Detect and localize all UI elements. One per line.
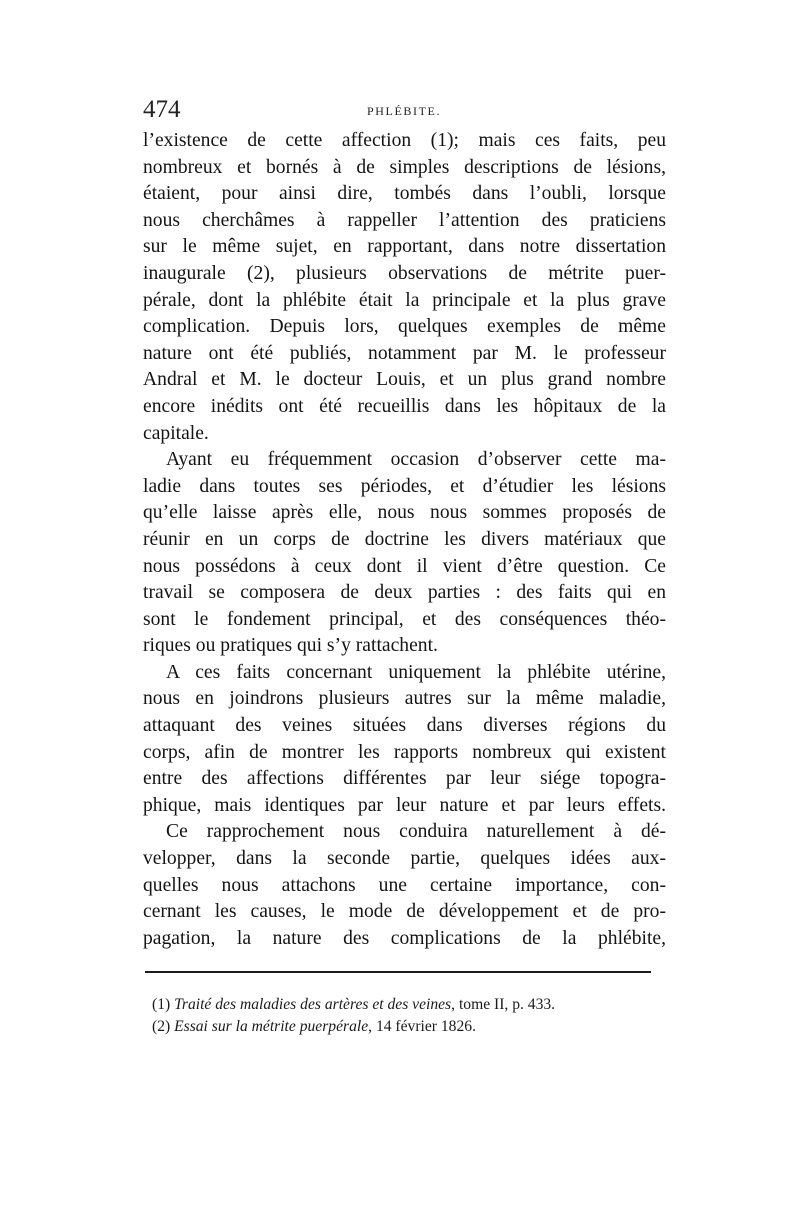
text-line: nous possédons à ceux dont il vient d’être question. Ce [143,555,666,577]
text-line: Andral et M. le docteur Louis, et un plus grand nombre [143,369,666,391]
running-head: PHLÉBITE. [367,104,442,118]
footnote-marker: (2) [152,1018,171,1035]
text-line: velopper, dans la seconde partie, quelques idées aux- [143,848,666,870]
footnote-reference: , 14 février 1826. [368,1018,476,1035]
text-line: corps, afin de montrer les rapports nombreux qui existent [143,741,666,763]
text-line: sur le même sujet, en rapportant, dans notre dissertation [143,236,666,258]
text-line: nature ont été publiés, notamment par M. le professeur [143,342,666,364]
footnote-title: Essai sur la métrite puerpérale [174,1018,369,1035]
text-line: nous en joindrons plusieurs autres sur la même maladie, [143,688,666,710]
text-line: A ces faits concernant uniquement la phlébite utérine, [166,661,666,683]
text-line: nombreux et bornés à de simples descriptions de lésions, [143,156,666,178]
footnote [152,994,657,1016]
text-line: sont le fondement principal, et des conséquences théo- [143,608,666,630]
footnote-title: Traité des maladies des artères et des veines [174,996,452,1013]
main-text [143,128,666,952]
text-line: réunir en un corps de doctrine les divers matériaux que [143,528,666,550]
text-line: complication. Depuis lors, quelques exemples de même [143,316,666,338]
text-line: quelles nous attachons une certaine importance, con- [143,874,666,896]
text-line: nous cherchâmes à rappeller l’attention des praticiens [143,209,666,231]
text-line: travail se composera de deux parties : des faits qui en [143,582,666,604]
text-line: Ce rapprochement nous conduira naturellement à dé- [166,821,666,843]
text-line: pérale, dont la phlébite était la principale et la plus grave [143,289,666,311]
text-line: entre des affections différentes par leur siége topogra- [143,768,666,790]
text-line: pagation, la nature des complications de la phlébite, [143,927,666,949]
text-line: encore inédits ont été recueillis dans les hôpitaux de la [143,395,666,417]
text-line: l’existence de cette affection (1); mais ces faits, peu [143,130,666,151]
text-line: phique, mais identiques par leur nature et par leurs effets. [143,794,666,816]
page-header [143,95,663,129]
footnote-reference: , tome II, p. 433. [451,996,556,1013]
footnote-divider [145,971,651,973]
text-line: cernant les causes, le mode de développement et de pro- [143,901,666,923]
text-line: riques ou pratiques qui s’y rattachent. [143,635,438,657]
text-line: étaient, pour ainsi dire, tombés dans l’oubli, lorsque [143,183,666,205]
page-number: 474 [143,96,181,123]
footnote-marker: (1) [152,996,171,1013]
text-line: attaquant des veines situées dans diverses régions du [143,715,666,737]
footnote [152,1016,657,1038]
text-line: qu’elle laisse après elle, nous nous sommes proposés de [143,502,666,524]
footnotes [152,994,657,1038]
text-line: capitale. [143,422,209,444]
text-line: Ayant eu fréquemment occasion d’observer cette ma- [166,449,666,471]
text-line: ladie dans toutes ses périodes, et d’étudier les lésions [143,475,666,497]
text-line: inaugurale (2), plusieurs observations de métrite puer- [143,262,666,284]
